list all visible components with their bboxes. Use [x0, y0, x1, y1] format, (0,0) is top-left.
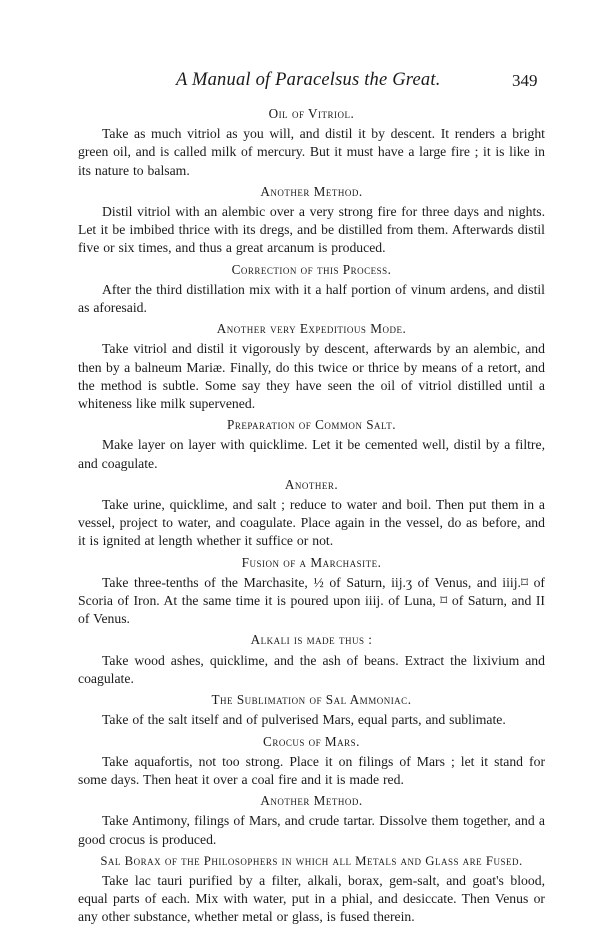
running-title: A Manual of Paracelsus the Great. [176, 70, 441, 90]
section-paragraph: Take three-tenths of the Marchasite, ½ of Saturn, iij.ʒ of Venus, and iiij.⌑ of Scoria of Iron. At the same time it is poured upon iiij. of Luna, ⌑ of Saturn, and II of Venus. [78, 574, 545, 627]
section-heading: Alkali is made thus : [250, 632, 373, 648]
section-heading: Another. [284, 476, 339, 492]
section-paragraph: Take of the salt itself and of pulverised Mars, equal parts, and sublimate. [102, 712, 506, 728]
section-heading: Preparation of Common Salt. [226, 417, 396, 433]
section-heading: Another Method. [260, 793, 363, 809]
section-heading: The Sublimation of Sal Ammoniac. [211, 692, 412, 708]
section-paragraph: After the third distillation mix with it a half portion of vinum ardens, and distil as aforesaid. [78, 281, 545, 316]
section-paragraph: Take as much vitriol as you will, and distil it by descent. It renders a bright green oil, and is called milk of mercury. But it must have a large fire ; it is like in its nature to balsam. [78, 126, 545, 178]
page-number: 349 [512, 71, 538, 90]
running-head [0, 70, 591, 94]
section-paragraph: Distil vitriol with an alembic over a very strong fire for three days and nights. Let it be imbibed thrice with its dregs, and be distilled from them. Afterwards distil five or six times, and thus a great arcanum is produced. [78, 204, 545, 256]
section-heading: Another very Expeditious Mode. [216, 321, 407, 337]
page-body [78, 102, 545, 929]
section-paragraph: Take urine, quicklime, and salt ; reduce to water and boil. Then put them in a vessel, project to water, and coagulate. Place again in the vessel, do as before, and it is ignited at length whether it suffice or not. [78, 497, 545, 549]
section-heading: Sal Borax of the Philosophers in which all Metals and Glass are Fused. [100, 853, 523, 868]
section-paragraph: Take vitriol and distil it vigorously by descent, afterwards by an alembic, and then by a balneum Mariæ. Finally, do this twice or thrice by means of a retort, and the method is subtle. Some say they have seen the oil of vitriol distilled until a whiteness like milk supervened. [78, 341, 545, 412]
section-heading: Oil of Vitriol. [268, 106, 355, 121]
section-paragraph: Take wood ashes, quicklime, and the ash of beans. Extract the lixivium and coagulate. [78, 652, 545, 686]
section-paragraph: Make layer on layer with quicklime. Let it be cemented well, distil by a filtre, and coagulate. [78, 437, 545, 471]
section-heading: Crocus of Mars. [263, 733, 360, 749]
section-heading: Correction of this Process. [231, 261, 392, 277]
section-heading: Another Method. [260, 183, 363, 199]
section-paragraph: Take lac tauri purified by a filter, alkali, borax, gem-salt, and goat's blood, equal parts of each. Mix with water, put in a phial, and desiccate. Then Venus or any other substance, whether metal or glass, is fused therein. [78, 872, 545, 925]
section-paragraph: Take aquafortis, not too strong. Place it on filings of Mars ; let it stand for some days. Then heat it over a coal fire and it is made red. [78, 753, 545, 787]
section-paragraph: Take Antimony, filings of Mars, and crude tartar. Dissolve them together, and a good crocus is produced. [78, 813, 545, 847]
section-heading: Fusion of a Marchasite. [241, 554, 382, 570]
